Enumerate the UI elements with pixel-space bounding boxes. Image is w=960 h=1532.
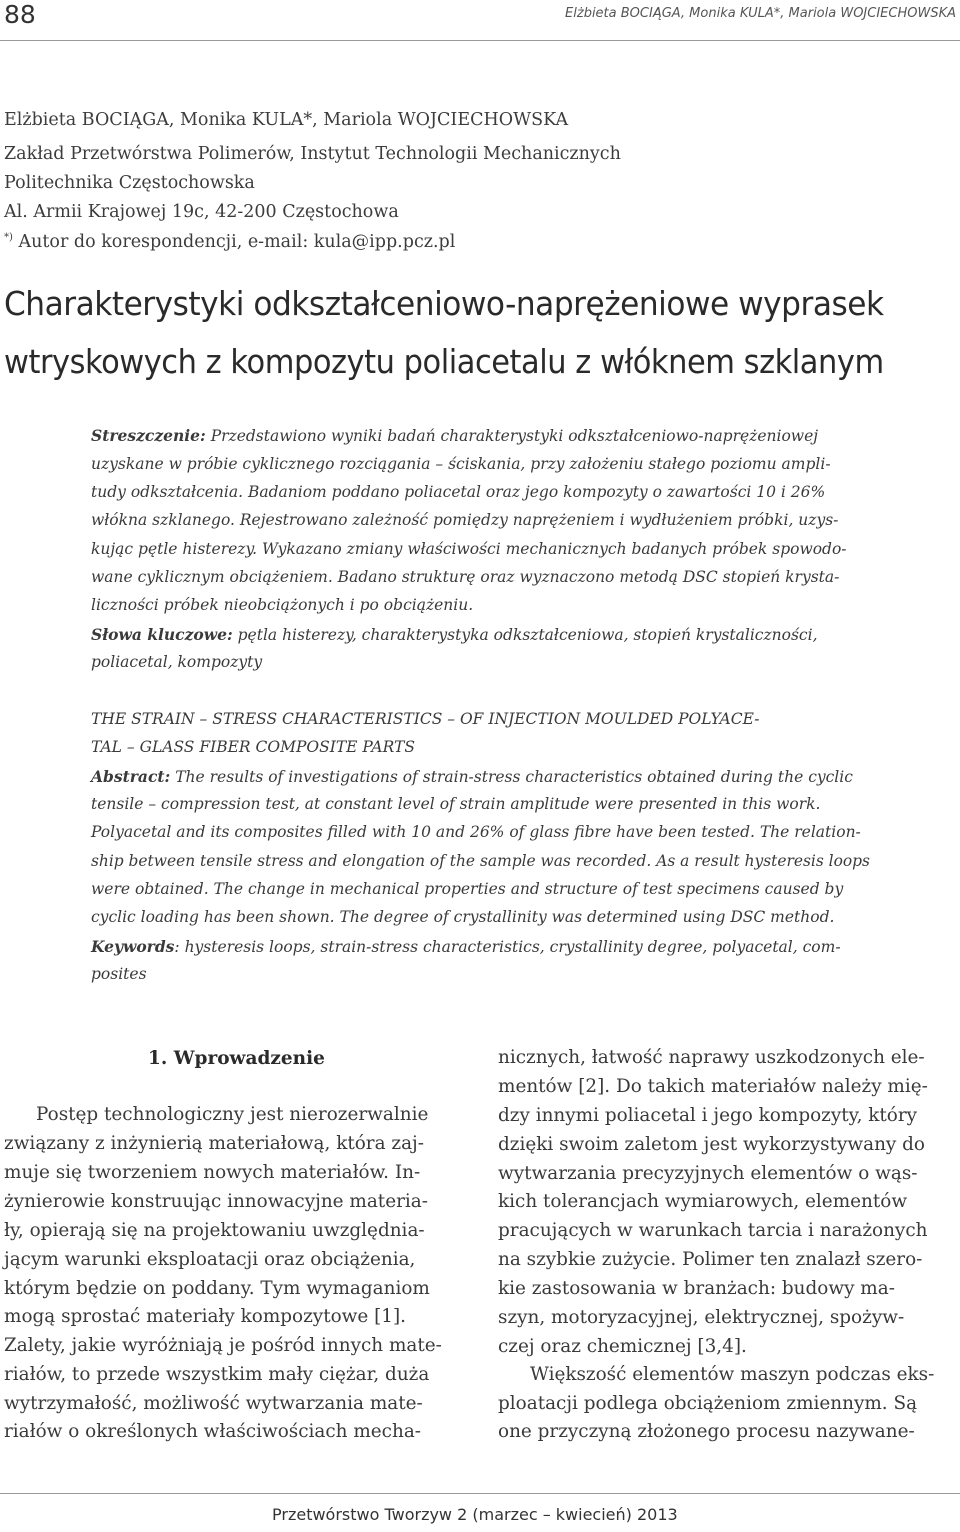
- abstract-pl-line: liczności próbek nieobciążonych i po obciążeniu.: [91, 596, 474, 614]
- body-text-line: wytrzymałość, możliwość wytwarzania mate-: [4, 1393, 423, 1414]
- body-text-line: riałów, to przede wszystkim mały ciężar, duża: [4, 1364, 430, 1385]
- abstract-pl-line: włókna szklanego. Rejestrowano zależność pomiędzy naprężeniem i wydłużeniem próbki, uzys-: [91, 511, 839, 529]
- english-title-line: THE STRAIN – STRESS CHARACTERISTICS – OF INJECTION MOULDED POLYACE-: [91, 710, 760, 728]
- body-text-line: dzięki swoim zaletom jest wykorzystywany do: [498, 1134, 926, 1155]
- abstract-en-label: Abstract:: [91, 767, 171, 786]
- body-text-line: mogą sprostać materiały kompozytowe [1].: [4, 1306, 407, 1327]
- footer-rule: [0, 1493, 960, 1494]
- body-text-line: muje się tworzeniem nowych materiałów. In-: [4, 1162, 421, 1183]
- section-heading: 1. Wprowadzenie: [148, 1048, 325, 1069]
- running-header: Elżbieta BOCIĄGA, Monika KULA*, Mariola WOJCIECHOWSKA: [565, 6, 956, 21]
- body-text-line: związany z inżynierią materiałową, która zaj-: [4, 1133, 424, 1154]
- university: Politechnika Częstochowska: [4, 173, 255, 193]
- header-rule: [0, 40, 960, 41]
- corresponding-author: [4, 232, 455, 252]
- body-text-line: Większość elementów maszyn podczas eks-: [530, 1364, 935, 1385]
- abstract-en-line: Abstract: The results of investigations of strain-stress characteristics obtained during the cyclic: [91, 767, 853, 786]
- journal-footer: Przetwórstwo Tworzyw 2 (marzec – kwiecień) 2013: [272, 1505, 678, 1524]
- body-text-line: nicznych, łatwość naprawy uszkodzonych ele-: [498, 1047, 925, 1068]
- authors: Elżbieta BOCIĄGA, Monika KULA*, Mariola WOJCIECHOWSKA: [4, 110, 569, 130]
- body-text-line: Postęp technologiczny jest nierozerwalnie: [36, 1104, 429, 1125]
- keywords-en-label: Keywords: [91, 937, 175, 956]
- paper-title-line-1: Charakterystyki odkształceniowo-naprężeniowe wyprasek: [4, 284, 884, 323]
- body-text-line: szyn, motoryzacyjnej, elektrycznej, spożyw-: [498, 1307, 905, 1328]
- body-text-line: one przyczyną złożonego procesu nazywane-: [498, 1421, 915, 1442]
- abstract-en-line: Polyacetal and its composites filled with 10 and 26% of glass fibre have been tested. The relation-: [91, 823, 861, 841]
- body-text-line: mentów [2]. Do takich materiałów należy mię-: [498, 1076, 928, 1097]
- body-text-line: kich tolerancjach wymiarowych, elementów: [498, 1191, 908, 1212]
- abstract-pl-line: tudy odkształcenia. Badaniom poddano poliacetal oraz jego kompozyty o zawartości 10 i 26%: [91, 483, 826, 501]
- keywords-en-line: Keywords: hysteresis loops, strain-stress characteristics, crystallinity degree, polyacetal, com-: [91, 937, 841, 956]
- body-text-line: ploatacji podlega obciążeniom zmiennym. Są: [498, 1393, 918, 1414]
- body-text-line: ły, opierają się na projektowaniu uwzględnia-: [4, 1220, 425, 1241]
- institute: Zakład Przetwórstwa Polimerów, Instytut Technologii Mechanicznych: [4, 144, 621, 164]
- keywords-pl-label: Słowa kluczowe:: [91, 625, 233, 644]
- body-text-line: kie zastosowania w branżach: budowy ma-: [498, 1278, 895, 1299]
- body-text-line: na szybkie zużycie. Polimer ten znalazł szero-: [498, 1249, 923, 1270]
- body-text-line: żynierowie konstruując innowacyjne materia-: [4, 1191, 428, 1212]
- body-text-line: wytwarzania precyzyjnych elementów o wąs-: [498, 1163, 918, 1184]
- page-number: 88: [4, 0, 36, 29]
- abstract-pl-line: wane cyklicznym obciążeniem. Badano strukturę oraz wyznaczono metodą DSC stopień krysta-: [91, 568, 840, 586]
- corr-mark: *): [4, 232, 13, 244]
- body-text-line: riałów o określonych właściwościach mecha-: [4, 1421, 422, 1442]
- body-text-line: czej oraz chemicznej [3,4].: [498, 1336, 747, 1357]
- body-text-line: Zalety, jakie wyróżniają je pośród innych mate-: [4, 1335, 442, 1356]
- body-text-line: jącym warunki eksploatacji oraz obciążenia,: [4, 1249, 416, 1270]
- abstract-en-line: ship between tensile stress and elongation of the sample was recorded. As a result hysteresis loops: [91, 852, 870, 870]
- keywords-pl-line: Słowa kluczowe: pętla histerezy, charakterystyka odkształceniowa, stopień krystaliczności,: [91, 625, 818, 644]
- keywords-pl-line: poliacetal, kompozyty: [91, 653, 263, 671]
- address: Al. Armii Krajowej 19c, 42-200 Częstochowa: [4, 202, 399, 222]
- body-text-line: dzy innymi poliacetal i jego kompozyty, który: [498, 1105, 918, 1126]
- corr-text: Autor do korespondencji, e-mail: kula@ipp.pcz.pl: [18, 232, 456, 252]
- paper-title-line-2: wtryskowych z kompozytu poliacetalu z włóknem szklanym: [4, 342, 884, 381]
- english-title-line: TAL – GLASS FIBER COMPOSITE PARTS: [91, 738, 415, 756]
- abstract-en-line: cyclic loading has been shown. The degree of crystallinity was determined using DSC method.: [91, 908, 835, 926]
- abstract-pl-line: uzyskane w próbie cyklicznego rozciągania – ściskania, przy założeniu stałego poziomu ampli-: [91, 455, 831, 473]
- body-text-line: którym będzie on poddany. Tym wymaganiom: [4, 1278, 430, 1299]
- body-text-line: pracujących w warunkach tarcia i narażonych: [498, 1220, 928, 1241]
- abstract-pl-line: Streszczenie: Przedstawiono wyniki badań charakterystyki odkształceniowo-naprężeniowej: [91, 426, 819, 445]
- abstract-en-line: were obtained. The change in mechanical properties and structure of test specimens caused by: [91, 880, 844, 898]
- abstract-pl-label: Streszczenie:: [91, 426, 206, 445]
- keywords-en-line: posites: [91, 965, 147, 983]
- abstract-en-line: tensile – compression test, at constant level of strain amplitude were presented in this work.: [91, 795, 821, 813]
- abstract-pl-line: kując pętle histerezy. Wykazano zmiany właściwości mechanicznych badanych próbek spowodo-: [91, 540, 847, 558]
